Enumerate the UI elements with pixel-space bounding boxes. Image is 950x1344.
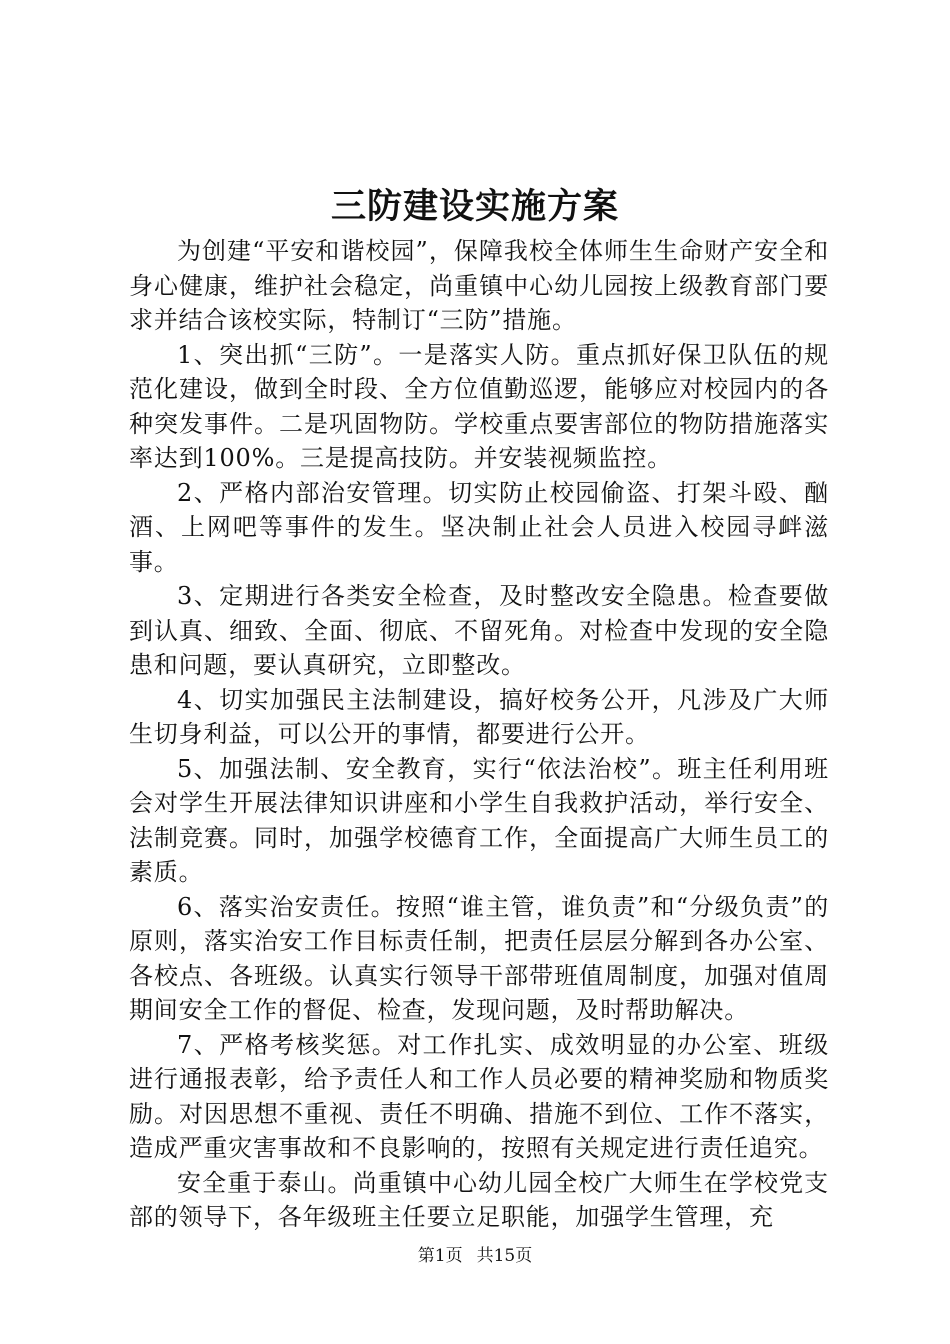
paragraph-item-6: 6、落实治安责任。按照“谁主管，谁负责”和“分级负责”的原则，落实治安工作目标责任制，把责任层层分解到各办公室、各校点、各班级。认真实行领导干部带班值周制度，加强对值周期间安全工作的督促、检查，发现问题，及时帮助解决。 — [129, 892, 829, 1024]
paragraph-intro: 为创建“平安和谐校园”，保障我校全体师生生命财产安全和身心健康，维护社会稳定，尚重镇中心幼儿园按上级教育部门要求并结合该校实际，特制订“三防”措施。 — [129, 237, 829, 334]
page-number: 第1页 — [417, 1246, 463, 1266]
paragraph-item-2: 2、严格内部治安管理。切实防止校园偷盗、打架斗殴、酗酒、上网吧等事件的发生。坚决制止社会人员进入校园寻衅滋事。 — [129, 478, 829, 576]
paragraph-item-4: 4、切实加强民主法制建设，搞好校务公开，凡涉及广大师生切身利益，可以公开的事情，都要进行公开。 — [129, 685, 829, 748]
paragraph-item-1: 1、突出抓“三防”。一是落实人防。重点抓好保卫队伍的规范化建设，做到全时段、全方位值勤巡逻，能够应对校园内的各种突发事件。二是巩固物防。学校重点要害部位的物防措施落实率达到100%。三是提高技防。并安装视频监控。 — [129, 340, 829, 472]
paragraph-item-7: 7、严格考核奖惩。对工作扎实、成效明显的办公室、班级进行通报表彰，给予责任人和工作人员必要的精神奖励和物质奖励。对因思想不重视、责任不明确、措施不到位、工作不落实，造成严重灾害事故和不良影响的，按照有关规定进行责任追究。 — [129, 1030, 829, 1162]
document-title: 三防建设实施方案 — [330, 186, 619, 227]
page-footer — [0, 1244, 950, 1268]
document-body — [129, 234, 829, 1235]
paragraph-closing: 安全重于泰山。尚重镇中心幼儿园全校广大师生在学校党支部的领导下，各年级班主任要立足职能，加强学生管理，充 — [129, 1168, 829, 1231]
paragraph-item-3: 3、定期进行各类安全检查，及时整改安全隐患。检查要做到认真、细致、全面、彻底、不留死角。对检查中发现的安全隐患和问题，要认真研究，立即整改。 — [129, 582, 829, 679]
page-total: 共15页 — [476, 1246, 533, 1266]
paragraph-item-5: 5、加强法制、安全教育，实行“依法治校”。班主任利用班会对学生开展法律知识讲座和小学生自我救护活动，举行安全、法制竞赛。同时，加强学校德育工作，全面提高广大师生员工的素质。 — [129, 754, 829, 886]
